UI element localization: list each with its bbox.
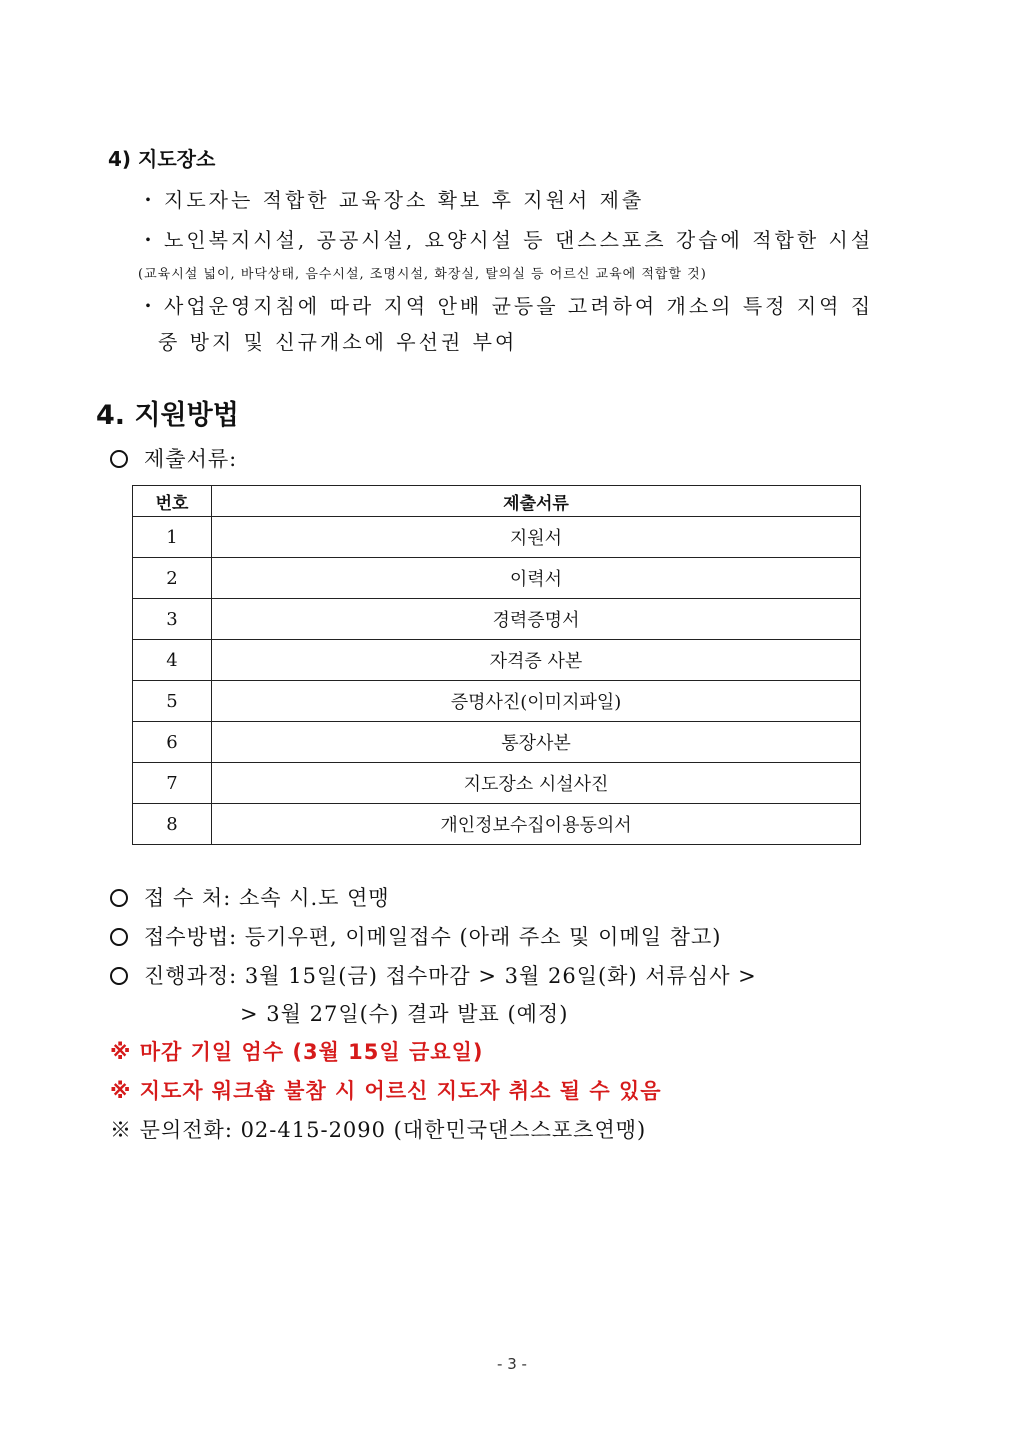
bullet-item-1	[138, 184, 644, 213]
row-document: 지원서	[212, 517, 861, 558]
bullet-text: 사업운영지침에 따라 지역 안배 균등을 고려하여 개소의 특정 지역 집	[164, 294, 874, 318]
header-document: 제출서류	[212, 486, 861, 517]
row-number: 4	[133, 640, 212, 681]
process-line	[110, 960, 757, 990]
row-document: 지도장소 시설사진	[212, 763, 861, 804]
reception-line	[110, 882, 390, 912]
section-title: 4. 지원방법	[96, 400, 239, 431]
documents-table	[132, 485, 861, 845]
table-header-row	[133, 486, 861, 517]
deadline-warning: ※ 마감 기일 엄수 (3월 15일 금요일)	[110, 1040, 484, 1064]
bullet-item-2	[138, 224, 873, 253]
table-row	[133, 722, 861, 763]
page-number: - 3 -	[497, 1355, 527, 1373]
row-document: 경력증명서	[212, 599, 861, 640]
circle-bullet-icon	[110, 450, 128, 468]
row-number: 3	[133, 599, 212, 640]
table-row	[133, 804, 861, 845]
process-text: 진행과정: 3월 15일(금) 접수마감 > 3월 26일(화) 서류심사 >	[144, 964, 757, 988]
bullet-dot: ・	[138, 188, 161, 212]
header-number: 번호	[133, 486, 212, 517]
row-document: 통장사본	[212, 722, 861, 763]
row-document: 자격증 사본	[212, 640, 861, 681]
bullet-dot: ・	[138, 228, 161, 252]
row-number: 5	[133, 681, 212, 722]
bullet-dot: ・	[138, 294, 161, 318]
row-document: 증명사진(이미지파일)	[212, 681, 861, 722]
circle-bullet-icon	[110, 967, 128, 985]
row-number: 7	[133, 763, 212, 804]
bullet-text: 지도자는 적합한 교육장소 확보 후 지원서 제출	[164, 188, 645, 212]
table-row	[133, 763, 861, 804]
reception-text: 접 수 처: 소속 시.도 연맹	[144, 886, 390, 910]
table-row	[133, 517, 861, 558]
contact-phone: ※ 문의전화: 02-415-2090 (대한민국댄스스포츠연맹)	[110, 1118, 647, 1142]
row-number: 8	[133, 804, 212, 845]
bullet-text: 노인복지시설, 공공시설, 요양시설 등 댄스스포츠 강습에 적합한 시설	[164, 228, 874, 252]
row-document: 개인정보수집이용동의서	[212, 804, 861, 845]
workshop-warning: ※ 지도자 워크숍 불참 시 어르신 지도자 취소 될 수 있음	[110, 1079, 662, 1103]
process-line-continued: > 3월 27일(수) 결과 발표 (예정)	[240, 1002, 569, 1026]
table-row	[133, 640, 861, 681]
bullet-item-3-continued: 중 방지 및 신규개소에 우선권 부여	[158, 330, 518, 354]
circle-bullet-icon	[110, 928, 128, 946]
docs-label	[110, 443, 237, 473]
bullet-item-3	[138, 290, 873, 319]
method-text: 접수방법: 등기우편, 이메일접수 (아래 주소 및 이메일 참고)	[144, 925, 722, 949]
row-number: 1	[133, 517, 212, 558]
row-number: 2	[133, 558, 212, 599]
row-document: 이력서	[212, 558, 861, 599]
table-row	[133, 599, 861, 640]
method-line	[110, 921, 721, 951]
row-number: 6	[133, 722, 212, 763]
docs-label-text: 제출서류:	[144, 447, 238, 471]
table-row	[133, 558, 861, 599]
table-row	[133, 681, 861, 722]
circle-bullet-icon	[110, 889, 128, 907]
subsection-title: 4) 지도장소	[108, 147, 216, 171]
facility-note: (교육시설 넓이, 바닥상태, 음수시설, 조명시설, 화장실, 탈의실 등 어르신 교육에 적합할 것)	[138, 267, 707, 282]
